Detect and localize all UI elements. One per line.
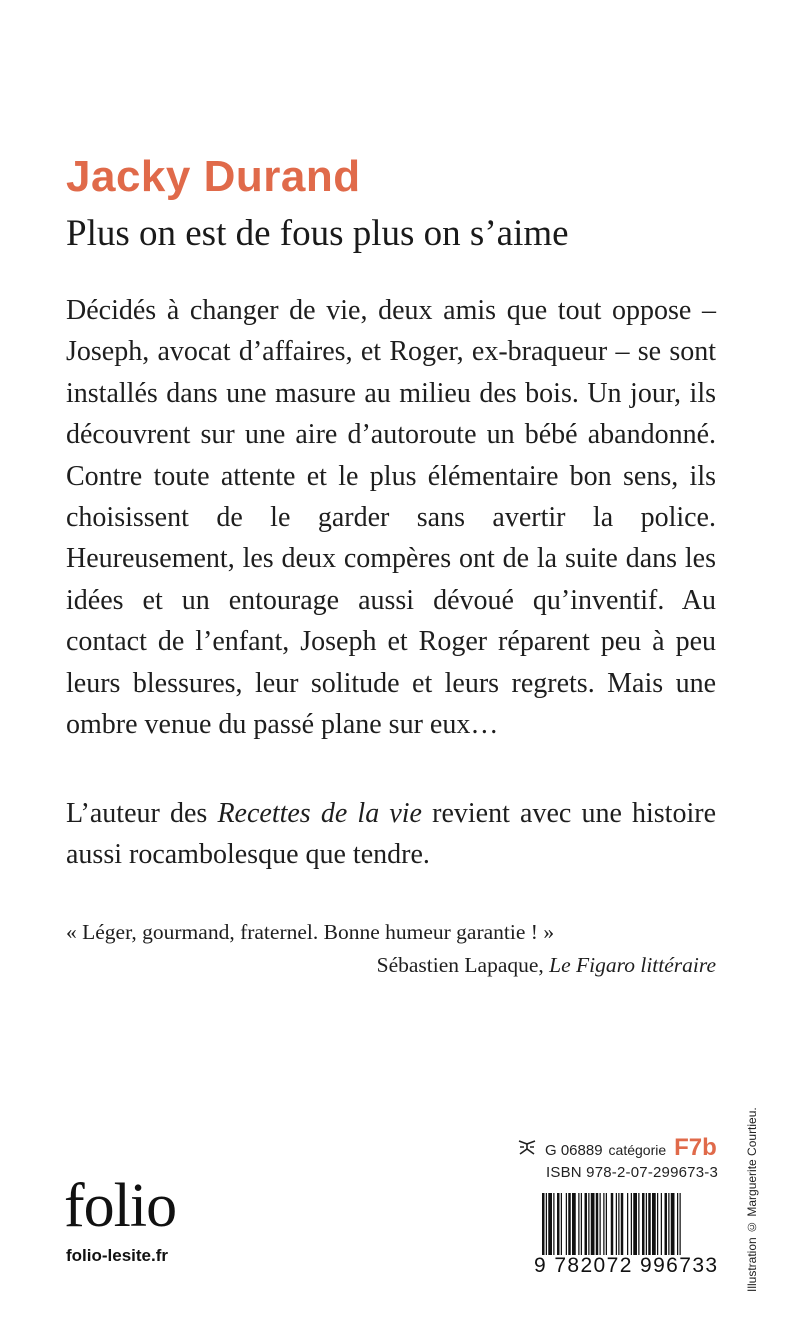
barcode-bar: [591, 1193, 595, 1255]
author-note: [66, 793, 716, 875]
barcode-bar: [648, 1193, 651, 1255]
barcode-bar: [618, 1193, 619, 1255]
author-note-after: revient avec une histoire aussi rocambolesque que tendre.: [66, 798, 716, 870]
barcode-bar: [671, 1193, 675, 1255]
publisher-mark-icon: [515, 1135, 539, 1159]
barcode-bar: [680, 1193, 681, 1255]
barcode: [540, 1193, 732, 1255]
publisher-website[interactable]: folio-lesite.fr: [66, 1246, 169, 1265]
barcode-bar: [568, 1193, 571, 1255]
barcode-bar: [596, 1193, 599, 1255]
blurb-text: Décidés à changer de vie, deux amis que tout oppose – Joseph, avocat d’affaires, et Roger, ex-braqueur – se sont installés dans une masure au milieu des bois. Un jour, ils découvrent sur une aire d’autoroute un bébé abandonné. Contre toute attente et le plus élémentaire bon sens, ils choisissent de le garder sans avertir la police. Heureusement, les deux compères ont de la suite dans les idées et un entourage aussi dévoué qu’inventif. Au contact de l’enfant, Joseph et Roger réparent peu à peu leurs blessures, leur solitude et leurs regrets. Mais une ombre venue du passé plane sur eux…: [66, 295, 716, 741]
review-source: [377, 949, 716, 981]
barcode-bar: [561, 1193, 562, 1255]
barcode-bar: [572, 1193, 576, 1255]
barcode-bar: [557, 1193, 560, 1255]
publisher-logo: folio: [64, 1172, 177, 1240]
barcode-bar: [646, 1193, 647, 1255]
barcode-bar: [611, 1193, 614, 1255]
barcode-bar: [627, 1193, 628, 1255]
barcode-bar: [631, 1193, 632, 1255]
barcode-bar: [585, 1193, 588, 1255]
barcode-bar: [588, 1193, 589, 1255]
barcode-bar: [566, 1193, 567, 1255]
barcode-bar: [633, 1193, 637, 1255]
barcode-bar: [665, 1193, 668, 1255]
illustration-credit: Illustration © Marguerite Courtieu.: [745, 1107, 759, 1292]
barcode-digits: 9 782072 996733: [534, 1254, 719, 1277]
barcode-bar: [546, 1193, 547, 1255]
barcode-bar: [578, 1193, 579, 1255]
barcode-bar: [677, 1193, 678, 1255]
barcode-bar: [638, 1193, 639, 1255]
author-note-book-title: Recettes de la vie: [217, 798, 422, 829]
category-label: catégorie: [608, 1142, 667, 1158]
book-title: Plus on est de fous plus on s’aime: [66, 213, 569, 254]
barcode-bar: [616, 1193, 617, 1255]
barcode-bar: [668, 1193, 669, 1255]
author-name: Jacky Durand: [66, 152, 361, 201]
barcode-bar: [581, 1193, 582, 1255]
barcode-bar: [661, 1193, 662, 1255]
catalog-line: [515, 1134, 717, 1160]
barcode-bar: [548, 1193, 552, 1255]
isbn: ISBN 978-2-07-299673-3: [546, 1164, 719, 1181]
barcode-bar: [606, 1193, 607, 1255]
barcode-bar: [603, 1193, 604, 1255]
barcode-bar: [553, 1193, 554, 1255]
review-critic: Sébastien Lapaque,: [376, 953, 550, 977]
barcode-bar: [642, 1193, 645, 1255]
barcode-bar: [542, 1193, 545, 1255]
barcode-bar: [652, 1193, 656, 1255]
catalog-code: G 06889: [545, 1142, 603, 1159]
barcode-bar: [621, 1193, 624, 1255]
author-note-before: L’auteur des: [66, 798, 218, 829]
barcode-bar: [657, 1193, 658, 1255]
barcode-bar: [600, 1193, 601, 1255]
price-code: F7b: [674, 1134, 717, 1161]
review-publication: Le Figaro littéraire: [549, 953, 716, 977]
review-quote: « Léger, gourmand, fraternel. Bonne humeur garantie ! »: [66, 920, 555, 944]
